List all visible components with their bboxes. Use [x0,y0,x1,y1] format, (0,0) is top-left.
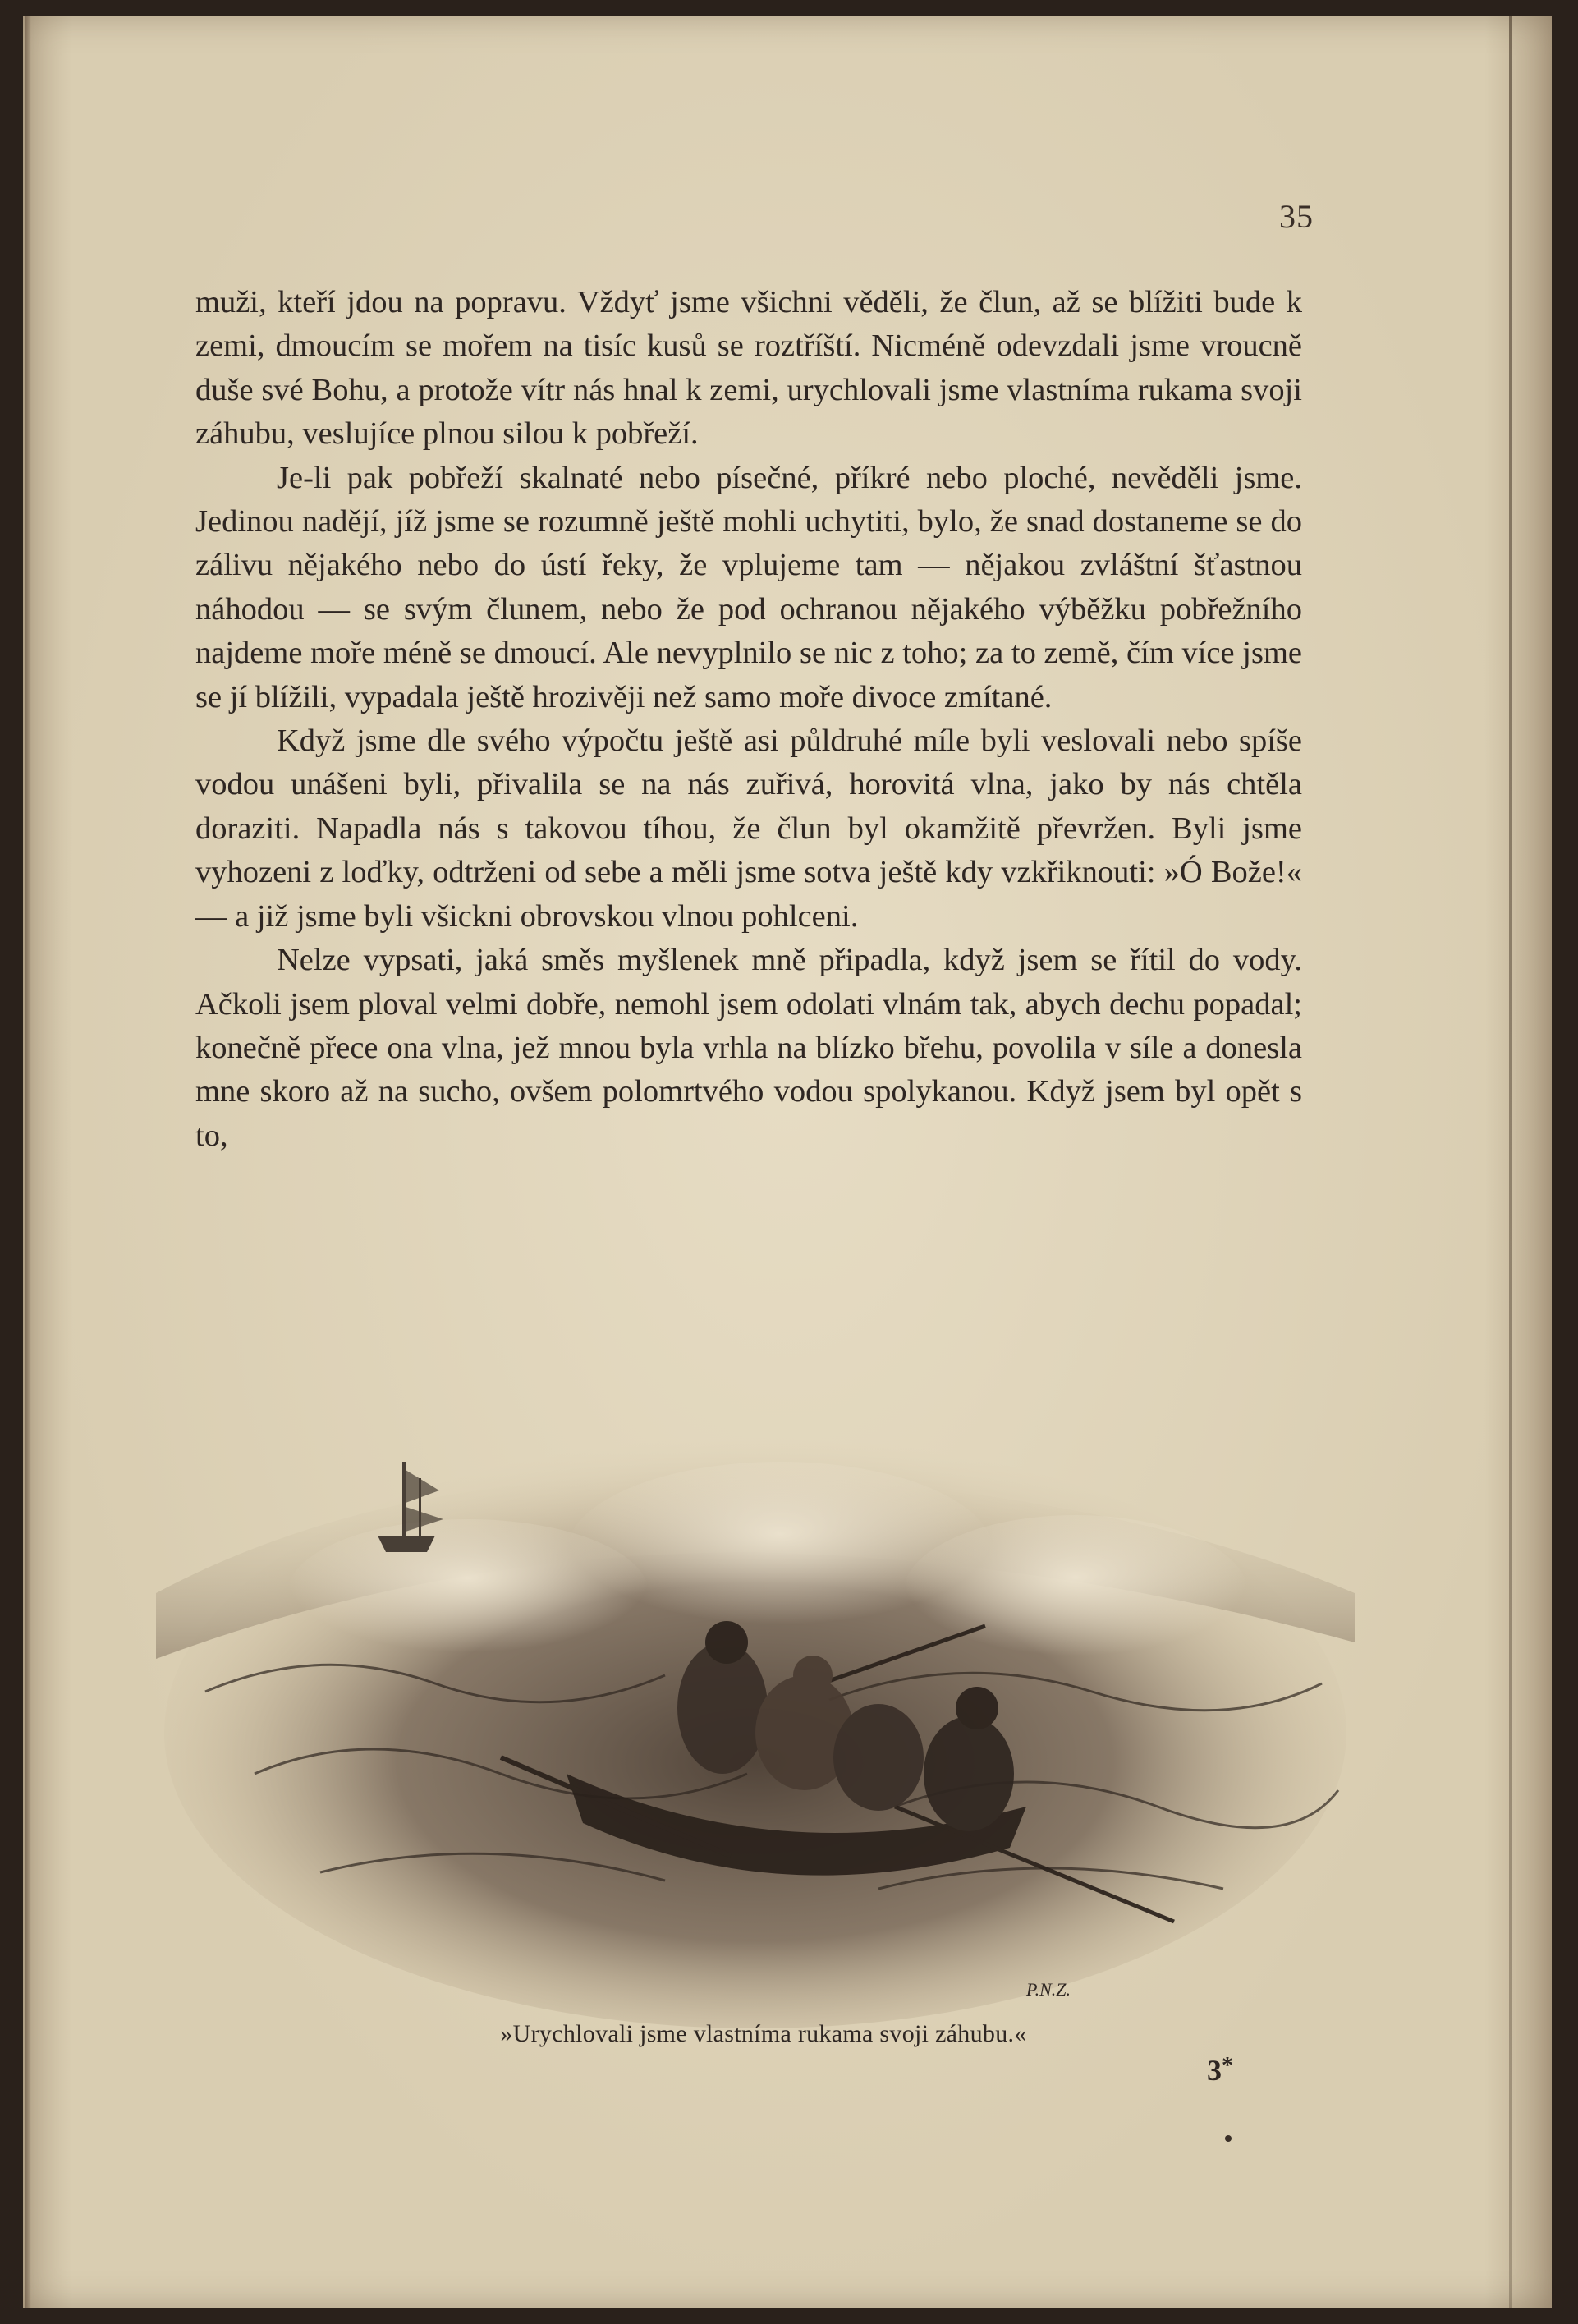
paragraph-1: muži, kteří jdou na popravu. Vždyť jsme všichni věděli, že člun, až se blížiti bude k zemi, dmoucím se mořem na tisíc kusů se roztříští. Nicméně odevzdali jsme vroucně duše své Bohu, a protože vítr nás hnal k zemi, urychlovali jsme vlastníma rukama svoji záhubu, veslujíce plnou silou k pobřeží. [195,285,1302,452]
shipwreck-illustration [156,1347,1355,2053]
wave-foam-right [903,1515,1248,1671]
page-number: 35 [1279,198,1314,235]
page-left-edge [25,16,31,2308]
paragraph-3: Když jsme dle svého výpočtu ještě asi půldruhé míle byli veslovali nebo spíše vodou unášeni byli, přivalila se na nás zuřivá, horovitá vlna, jako by nás chtěla doraziti. Napadla nás s takovou tíhou, že člun byl okamžitě převržen. Byli jsme vyhozeni z loďky, odtrženi od sebe a měli jsme sotva ještě kdy vzkřiknouti: »Ó Bože!« — a již jsme byli všickni obrovskou vlnou pohlceni. [195,723,1302,934]
signature-star: * [1222,2053,1233,2078]
paragraph-4: Nelze vypsati, jaká směs myšlenek mně připadla, když jsem se řítil do vody. Ačkoli jsem ploval velmi dobře, nemohl jsem odolati vlnám tak, abych dechu popadal; konečně přece ona vlna, jež mnou byla vrhla na blízko břehu, povolila v síle a donesla mne skoro až na sucho, ovšem polomrtvého vodou spolykanou. Když jsem byl opět s to, [195,943,1302,1153]
illustration-caption: »Urychlovali jsme vlastníma rukama svoji záhubu.« [500,2020,1027,2047]
signature-number: 3 [1207,2054,1222,2087]
page-dot [1225,2135,1232,2142]
body-text [195,281,1302,1158]
signature-mark [1207,2053,1578,2094]
paragraph-2: Je-li pak pobřeží skalnaté nebo písečné, příkré nebo ploché, nevěděli jsme. Jedinou nadějí, jíž jsme se rozumně ještě mohli uchytiti, bylo, že snad dostaneme se do zálivu nějakého nebo do ústí řeky, že vplujeme tam — nějakou zvláštní šťastnou náhodou — se svým člunem, nebo že pod ochranou nějakého výběžku pobřežního najdeme moře méně se dmoucí. Ale nevyplnilo se nic z toho; za to země, čím více jsme se jí blížili, vypadala ještě hrozivěji než samo moře divoce zmítané. [195,460,1302,714]
artist-monogram: P.N.Z. [1026,1979,1071,2000]
page-right-edge [1509,16,1512,2308]
